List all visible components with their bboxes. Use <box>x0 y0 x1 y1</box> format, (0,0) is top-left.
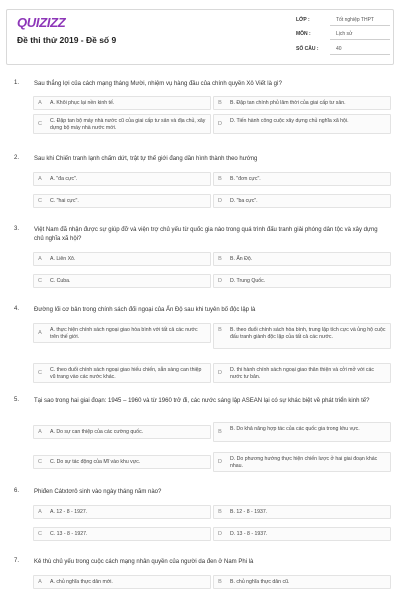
option-c[interactable] <box>33 455 211 469</box>
meta-value: Tốt nghiệp THPT <box>336 17 374 23</box>
option-d[interactable] <box>213 194 391 208</box>
meta-divider <box>330 25 390 26</box>
question-number: 7. <box>14 558 20 564</box>
option-text: D. "ba cực". <box>230 198 258 204</box>
option-d[interactable] <box>213 274 391 288</box>
option-letter: C <box>38 198 42 204</box>
option-letter: D <box>218 278 222 284</box>
option-letter: C <box>38 370 42 376</box>
option-letter: B <box>218 100 222 106</box>
option-b[interactable] <box>213 422 391 442</box>
option-text: C. Do sự tác động của Mĩ vào khu vực. <box>50 459 141 465</box>
option-text: B. 12 - 8 - 1937. <box>230 509 268 515</box>
question-text: Việt Nam đã nhận được sự giúp đỡ và viện trợ chủ yếu từ quốc gia nào trong quá trình đấu tranh giải phóng dân tộc và xây dựng chủ nghĩa xã hội? <box>34 227 378 242</box>
option-letter: A <box>38 176 42 182</box>
option-a[interactable] <box>33 575 211 589</box>
option-text: A. "đa cực". <box>50 176 78 182</box>
meta-value: Lịch sử <box>336 31 353 37</box>
option-letter: B <box>218 579 222 585</box>
option-letter: B <box>218 429 222 435</box>
option-text: D. Trung Quốc. <box>230 278 266 284</box>
option-letter: B <box>218 256 222 262</box>
meta-value: 40 <box>336 46 342 52</box>
option-letter: C <box>38 121 42 127</box>
option-a[interactable] <box>33 323 211 343</box>
option-a[interactable] <box>33 172 211 186</box>
question-text: Sau thắng lợi của cách mạng tháng Mười, nhiệm vụ hàng đầu của chính quyền Xô Viết là gì? <box>34 81 282 87</box>
option-text: C. Cuba. <box>50 278 71 284</box>
meta-key: LỚP : <box>296 17 310 23</box>
option-text: B. Đập tan chính phủ lâm thời của giai cấp tư sản. <box>230 100 346 106</box>
option-text: D. 13 - 8 - 1937. <box>230 531 268 537</box>
option-c[interactable] <box>33 194 211 208</box>
option-letter: A <box>38 429 42 435</box>
question-text: Kẻ thù chủ yếu trong cuộc cách mạng nhân quyền của người da đen ở Nam Phi là <box>34 559 254 565</box>
option-letter: C <box>38 531 42 537</box>
option-text: C. Đập tan bộ máy nhà nước cũ của giai cấp tư sản và địa chủ, xây dựng bộ máy nhà nước mới. <box>50 118 206 131</box>
option-c[interactable] <box>33 114 211 134</box>
option-a[interactable] <box>33 96 211 110</box>
question-text: Đường lối cơ bản trong chính sách đối ngoại của Ấn Độ sau khi tuyên bố độc lập là <box>34 307 256 313</box>
option-b[interactable] <box>213 505 391 519</box>
option-letter: A <box>38 509 42 515</box>
question-number: 2. <box>14 155 20 161</box>
option-c[interactable] <box>33 363 211 383</box>
option-letter: C <box>38 278 42 284</box>
option-letter: B <box>218 176 222 182</box>
option-text: A. 12 - 8 - 1927. <box>50 509 88 515</box>
option-text: A. chủ nghĩa thực dân mới. <box>50 579 113 585</box>
option-letter: A <box>38 579 42 585</box>
meta-key: MÔN : <box>296 31 311 37</box>
option-letter: D <box>218 370 222 376</box>
question-text: Tại sao trong hai giai đoạn: 1945 – 1960 và từ 1960 trở đi, các nước sáng lập ASEAN lại có sự khác biệt về phát triển kinh tế? <box>34 398 370 404</box>
option-text: A. Liên Xô. <box>50 256 76 262</box>
option-a[interactable] <box>33 425 211 439</box>
option-text: B. Do khả năng hợp tác của các quốc gia trong khu vực. <box>230 426 360 432</box>
option-text: A. Khôi phục lại nền kinh tế. <box>50 100 115 106</box>
question-number: 5. <box>14 397 20 403</box>
question-number: 3. <box>14 226 20 232</box>
option-text: D. Tiến hành công cuộc xây dựng chủ nghĩa xã hội. <box>230 118 349 124</box>
option-letter: A <box>38 330 42 336</box>
option-letter: A <box>38 100 42 106</box>
option-b[interactable] <box>213 252 391 266</box>
option-b[interactable] <box>213 575 391 589</box>
option-a[interactable] <box>33 505 211 519</box>
option-text: C. theo đuổi chính sách ngoại giao hiếu chiến, sẵn sàng can thiệp vũ trang vào các nước khác. <box>50 367 202 380</box>
option-text: B. theo đuổi chính sách hòa bình, trung lập tích cực và ủng hộ cuộc đấu tranh giành độc lập của tất cả các nước. <box>230 327 386 340</box>
option-letter: C <box>38 459 42 465</box>
question-number: 6. <box>14 488 20 494</box>
option-letter: D <box>218 531 222 537</box>
meta-divider <box>330 54 390 55</box>
option-letter: B <box>218 327 222 333</box>
option-c[interactable] <box>33 274 211 288</box>
question-number: 1. <box>14 80 20 86</box>
option-a[interactable] <box>33 252 211 266</box>
option-letter: D <box>218 121 222 127</box>
option-text: B. chủ nghĩa thực dân cũ. <box>230 579 290 585</box>
option-d[interactable] <box>213 452 391 472</box>
option-c[interactable] <box>33 527 211 541</box>
question-number: 4. <box>14 306 20 312</box>
option-text: C. 13 - 8 - 1927. <box>50 531 88 537</box>
option-text: B. Ấn Độ. <box>230 256 253 262</box>
option-text: D. Do phương hướng thực hiện chiến lược ở hai giai đoạn khác nhau. <box>230 456 378 469</box>
meta-divider <box>330 39 390 40</box>
option-text: A. thực hiện chính sách ngoại giao hòa bình với tất cả các nước trên thế giới. <box>50 327 198 340</box>
option-letter: D <box>218 459 222 465</box>
option-letter: B <box>218 509 222 515</box>
worksheet-title: Đề thi thử 2019 - Đề số 9 <box>17 35 117 45</box>
option-text: D. thi hành chính sách ngoại giao thân thiện và cởi mở với các nước tư bản. <box>230 367 375 380</box>
option-d[interactable] <box>213 527 391 541</box>
option-letter: A <box>38 256 42 262</box>
option-text: B. "đơn cực". <box>230 176 261 182</box>
option-b[interactable] <box>213 172 391 186</box>
option-b[interactable] <box>213 323 391 349</box>
option-d[interactable] <box>213 363 391 383</box>
option-text: A. Do sự can thiệp của các cường quốc. <box>50 429 144 435</box>
meta-key: SỐ CÂU : <box>296 46 319 52</box>
question-text: Phiđen Cátxtơrô sinh vào ngày tháng năm nào? <box>34 489 162 495</box>
option-text: C. "hai cực". <box>50 198 79 204</box>
option-b[interactable] <box>213 96 391 110</box>
quizizz-logo: QUIZIZZ <box>17 15 66 30</box>
option-letter: D <box>218 198 222 204</box>
option-d[interactable] <box>213 114 391 134</box>
question-text: Sau khi Chiến tranh lạnh chấm dứt, trật tự thế giới đang dần hình thành theo hướng <box>34 156 258 162</box>
